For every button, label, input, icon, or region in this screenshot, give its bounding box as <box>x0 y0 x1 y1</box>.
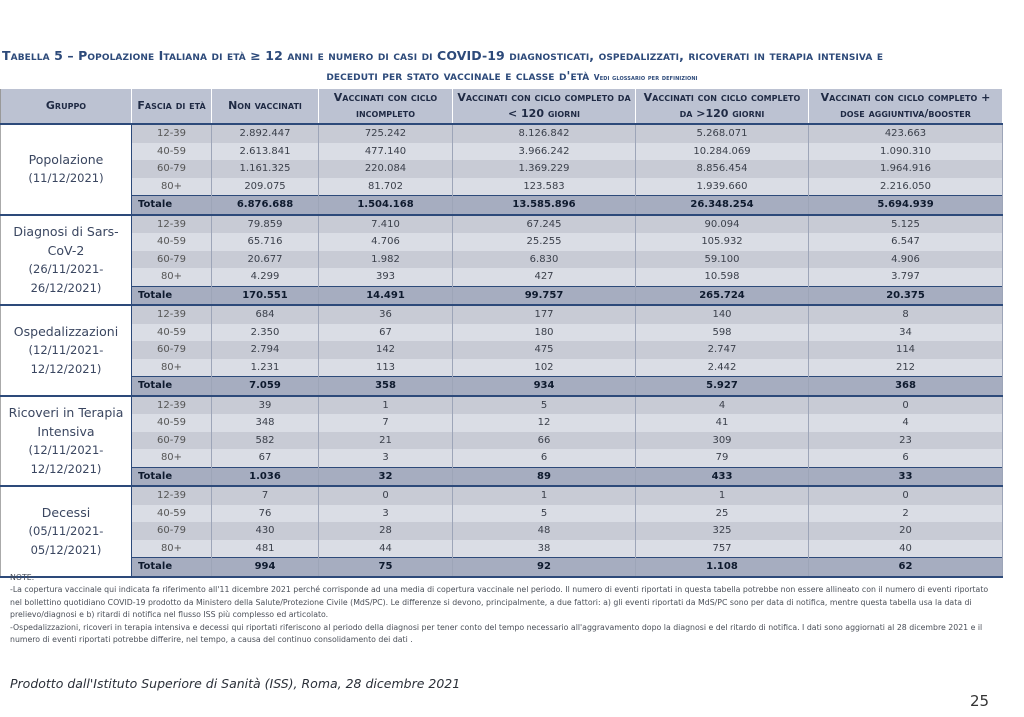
value-cell: 25 <box>636 505 809 523</box>
value-cell: 4.706 <box>319 233 453 251</box>
value-cell: 105.932 <box>636 233 809 251</box>
value-cell: 8.126.842 <box>453 124 636 143</box>
value-cell: 36 <box>319 305 453 324</box>
total-value-cell: 368 <box>809 377 1003 396</box>
value-cell: 41 <box>636 414 809 432</box>
total-label: Totale <box>132 196 212 215</box>
notes <box>10 572 1000 646</box>
value-cell: 79 <box>636 449 809 467</box>
value-cell: 2 <box>809 505 1003 523</box>
value-cell: 1.231 <box>212 359 319 377</box>
notes-heading: NOTE: <box>10 573 35 582</box>
value-cell: 5.268.071 <box>636 124 809 143</box>
value-cell: 477.140 <box>319 143 453 161</box>
group-name: Ricoveri in Terapia Intensiva <box>8 404 124 439</box>
page-number: 25 <box>970 692 990 710</box>
value-cell: 142 <box>319 341 453 359</box>
table-row <box>1 233 1003 251</box>
table-row <box>1 449 1003 467</box>
total-value-cell: 26.348.254 <box>636 196 809 215</box>
total-row <box>1 467 1003 486</box>
total-value-cell: 33 <box>809 467 1003 486</box>
value-cell: 113 <box>319 359 453 377</box>
notes-line-1: -La copertura vaccinale qui indicata fa riferimento all'11 dicembre 2021 perché corrisponde ad una media di copertura vaccinale nel periodo. Il numero di eventi riportati in questa tabella potrebbe non essere allineato con il numero di eventi riportato nel bollettino quotidiano COVID-19 prodotto da Ministero della Salute/Protezione Civile (MdS/PC). Le differenze si devono, principalmente, a due fattori: a) gli eventi riportati da MdS/PC sono per data di notifica, mentre questa tabella usa la data di prelievo/diagnosi e b) ritardi di notifica nel flusso ISS più complesso ed articolato. <box>10 585 989 620</box>
value-cell: 3.966.242 <box>453 143 636 161</box>
header-completo-under-120: Vaccinati con ciclo completo da < 120 giorni <box>453 89 636 125</box>
value-cell: 81.702 <box>319 178 453 196</box>
table-row <box>1 324 1003 342</box>
group-name: Popolazione <box>28 152 104 168</box>
value-cell: 0 <box>319 486 453 505</box>
value-cell: 481 <box>212 540 319 558</box>
value-cell: 12 <box>453 414 636 432</box>
value-cell: 5 <box>453 505 636 523</box>
value-cell: 325 <box>636 522 809 540</box>
value-cell: 10.284.069 <box>636 143 809 161</box>
value-cell: 1.369.229 <box>453 160 636 178</box>
age-cell: 80+ <box>132 268 212 286</box>
group-label <box>1 215 132 306</box>
header-non-vaccinati: Non vaccinati <box>212 89 319 125</box>
value-cell: 1 <box>636 486 809 505</box>
total-value-cell: 13.585.896 <box>453 196 636 215</box>
header-ciclo-incompleto: Vaccinati con ciclo incompleto <box>319 89 453 125</box>
age-cell: 80+ <box>132 178 212 196</box>
header-booster: Vaccinati con ciclo completo + dose aggiuntiva/booster <box>809 89 1003 125</box>
value-cell: 3 <box>319 505 453 523</box>
age-cell: 60-79 <box>132 341 212 359</box>
total-label: Totale <box>132 467 212 486</box>
value-cell: 123.583 <box>453 178 636 196</box>
value-cell: 28 <box>319 522 453 540</box>
group-period: (12/11/2021-12/12/2021) <box>28 342 104 376</box>
value-cell: 2.350 <box>212 324 319 342</box>
group-label <box>1 486 132 577</box>
value-cell: 23 <box>809 432 1003 450</box>
age-cell: 40-59 <box>132 414 212 432</box>
value-cell: 2.892.447 <box>212 124 319 143</box>
value-cell: 475 <box>453 341 636 359</box>
value-cell: 1 <box>319 396 453 415</box>
header-completo-over-120: Vaccinati con ciclo completo da >120 giorni <box>636 89 809 125</box>
total-value-cell: 92 <box>453 558 636 577</box>
age-cell: 80+ <box>132 540 212 558</box>
table-row <box>1 486 1003 505</box>
footer-credit: Prodotto dall'Istituto Superiore di Sanità (ISS), Roma, 28 dicembre 2021 <box>10 676 461 691</box>
value-cell: 67.245 <box>453 215 636 234</box>
age-cell: 60-79 <box>132 432 212 450</box>
value-cell: 2.216.050 <box>809 178 1003 196</box>
value-cell: 1.090.310 <box>809 143 1003 161</box>
table-row <box>1 505 1003 523</box>
total-value-cell: 5.927 <box>636 377 809 396</box>
total-value-cell: 32 <box>319 467 453 486</box>
age-cell: 40-59 <box>132 505 212 523</box>
value-cell: 8 <box>809 305 1003 324</box>
total-row <box>1 286 1003 305</box>
total-value-cell: 170.551 <box>212 286 319 305</box>
value-cell: 757 <box>636 540 809 558</box>
value-cell: 3.797 <box>809 268 1003 286</box>
value-cell: 2.442 <box>636 359 809 377</box>
value-cell: 309 <box>636 432 809 450</box>
value-cell: 6 <box>453 449 636 467</box>
table-row <box>1 124 1003 143</box>
value-cell: 1.939.660 <box>636 178 809 196</box>
total-value-cell: 1.108 <box>636 558 809 577</box>
value-cell: 10.598 <box>636 268 809 286</box>
value-cell: 1.964.916 <box>809 160 1003 178</box>
table-row <box>1 178 1003 196</box>
value-cell: 20 <box>809 522 1003 540</box>
value-cell: 4 <box>636 396 809 415</box>
table-row <box>1 341 1003 359</box>
age-cell: 60-79 <box>132 522 212 540</box>
value-cell: 348 <box>212 414 319 432</box>
value-cell: 25.255 <box>453 233 636 251</box>
value-cell: 20.677 <box>212 251 319 269</box>
age-cell: 40-59 <box>132 324 212 342</box>
header-gruppo: Gruppo <box>1 89 132 125</box>
group-label <box>1 305 132 396</box>
value-cell: 598 <box>636 324 809 342</box>
value-cell: 4 <box>809 414 1003 432</box>
value-cell: 8.856.454 <box>636 160 809 178</box>
value-cell: 2.794 <box>212 341 319 359</box>
group-period: (12/11/2021-12/12/2021) <box>28 442 104 476</box>
table-row <box>1 215 1003 234</box>
total-value-cell: 1.036 <box>212 467 319 486</box>
age-cell: 12-39 <box>132 124 212 143</box>
value-cell: 114 <box>809 341 1003 359</box>
age-cell: 80+ <box>132 359 212 377</box>
age-cell: 12-39 <box>132 396 212 415</box>
value-cell: 393 <box>319 268 453 286</box>
table-row <box>1 540 1003 558</box>
value-cell: 90.094 <box>636 215 809 234</box>
title-line-1: Tabella 5 – Popolazione Italiana di età ≥ 12 anni e numero di casi di COVID-19 diagnosticati, ospedalizzati, ricoverati in terapia intensiva e <box>2 48 884 63</box>
total-value-cell: 6.876.688 <box>212 196 319 215</box>
total-value-cell: 265.724 <box>636 286 809 305</box>
total-label: Totale <box>132 286 212 305</box>
value-cell: 38 <box>453 540 636 558</box>
value-cell: 5 <box>453 396 636 415</box>
value-cell: 4.299 <box>212 268 319 286</box>
value-cell: 582 <box>212 432 319 450</box>
value-cell: 1.982 <box>319 251 453 269</box>
value-cell: 21 <box>319 432 453 450</box>
total-row <box>1 377 1003 396</box>
value-cell: 44 <box>319 540 453 558</box>
total-value-cell: 7.059 <box>212 377 319 396</box>
age-cell: 80+ <box>132 449 212 467</box>
value-cell: 209.075 <box>212 178 319 196</box>
group-name: Diagnosi di Sars-CoV-2 <box>13 223 119 258</box>
value-cell: 65.716 <box>212 233 319 251</box>
group-label <box>1 124 132 215</box>
value-cell: 212 <box>809 359 1003 377</box>
age-cell: 60-79 <box>132 160 212 178</box>
value-cell: 7 <box>319 414 453 432</box>
value-cell: 6.547 <box>809 233 1003 251</box>
value-cell: 684 <box>212 305 319 324</box>
value-cell: 177 <box>453 305 636 324</box>
value-cell: 180 <box>453 324 636 342</box>
value-cell: 67 <box>319 324 453 342</box>
value-cell: 0 <box>809 486 1003 505</box>
value-cell: 423.663 <box>809 124 1003 143</box>
age-cell: 12-39 <box>132 486 212 505</box>
total-row <box>1 196 1003 215</box>
age-cell: 40-59 <box>132 143 212 161</box>
age-cell: 40-59 <box>132 233 212 251</box>
total-value-cell: 934 <box>453 377 636 396</box>
title-glossary-note: Vedi glossario per definizioni <box>593 73 698 82</box>
value-cell: 67 <box>212 449 319 467</box>
table-row <box>1 414 1003 432</box>
value-cell: 48 <box>453 522 636 540</box>
age-cell: 60-79 <box>132 251 212 269</box>
value-cell: 76 <box>212 505 319 523</box>
total-value-cell: 99.757 <box>453 286 636 305</box>
header-row <box>1 89 1003 125</box>
table-title <box>0 46 1024 88</box>
group-name: Decessi <box>41 504 91 520</box>
value-cell: 102 <box>453 359 636 377</box>
value-cell: 79.859 <box>212 215 319 234</box>
value-cell: 5.125 <box>809 215 1003 234</box>
value-cell: 59.100 <box>636 251 809 269</box>
value-cell: 1.161.325 <box>212 160 319 178</box>
value-cell: 34 <box>809 324 1003 342</box>
value-cell: 7.410 <box>319 215 453 234</box>
value-cell: 2.613.841 <box>212 143 319 161</box>
age-cell: 12-39 <box>132 215 212 234</box>
value-cell: 6.830 <box>453 251 636 269</box>
table-row <box>1 359 1003 377</box>
group-period: (05/11/2021-05/12/2021) <box>28 523 104 557</box>
group-label <box>1 396 132 487</box>
header-fascia-eta: Fascia di età <box>132 89 212 125</box>
table-row <box>1 251 1003 269</box>
total-value-cell: 20.375 <box>809 286 1003 305</box>
value-cell: 40 <box>809 540 1003 558</box>
total-value-cell: 5.694.939 <box>809 196 1003 215</box>
value-cell: 39 <box>212 396 319 415</box>
table-row <box>1 268 1003 286</box>
value-cell: 430 <box>212 522 319 540</box>
value-cell: 6 <box>809 449 1003 467</box>
table-row <box>1 522 1003 540</box>
table-row <box>1 432 1003 450</box>
table-row <box>1 143 1003 161</box>
total-label: Totale <box>132 558 212 577</box>
value-cell: 220.084 <box>319 160 453 178</box>
title-line-2-text: deceduti per stato vaccinale e classe d'età <box>326 68 590 83</box>
total-label: Totale <box>132 377 212 396</box>
notes-line-2: -Ospedalizzazioni, ricoveri in terapia intensiva e decessi qui riportati riferiscono al periodo della diagnosi per tener conto del tempo necessario all'aggravamento dopo la diagnosi e del ritardo di notifica. I dati sono aggiornati al 28 dicembre 2021 e il numero di eventi riportati potrebbe differire, nel tempo, a causa del continuo consolidamento dei dati . <box>10 622 983 645</box>
value-cell: 1 <box>453 486 636 505</box>
value-cell: 7 <box>212 486 319 505</box>
total-value-cell: 433 <box>636 467 809 486</box>
title-line-2 <box>0 66 1024 88</box>
value-cell: 3 <box>319 449 453 467</box>
table-row <box>1 305 1003 324</box>
age-cell: 12-39 <box>132 305 212 324</box>
value-cell: 4.906 <box>809 251 1003 269</box>
value-cell: 140 <box>636 305 809 324</box>
covid-data-table <box>0 88 1003 578</box>
group-name: Ospedalizzazioni <box>13 323 119 339</box>
table-row <box>1 396 1003 415</box>
total-value-cell: 994 <box>212 558 319 577</box>
value-cell: 0 <box>809 396 1003 415</box>
total-value-cell: 1.504.168 <box>319 196 453 215</box>
total-value-cell: 14.491 <box>319 286 453 305</box>
value-cell: 725.242 <box>319 124 453 143</box>
group-period: (11/12/2021) <box>28 171 104 186</box>
group-period: (26/11/2021-26/12/2021) <box>28 261 104 295</box>
total-value-cell: 358 <box>319 377 453 396</box>
table-row <box>1 160 1003 178</box>
total-value-cell: 62 <box>809 558 1003 577</box>
total-value-cell: 89 <box>453 467 636 486</box>
value-cell: 66 <box>453 432 636 450</box>
value-cell: 427 <box>453 268 636 286</box>
total-value-cell: 75 <box>319 558 453 577</box>
value-cell: 2.747 <box>636 341 809 359</box>
